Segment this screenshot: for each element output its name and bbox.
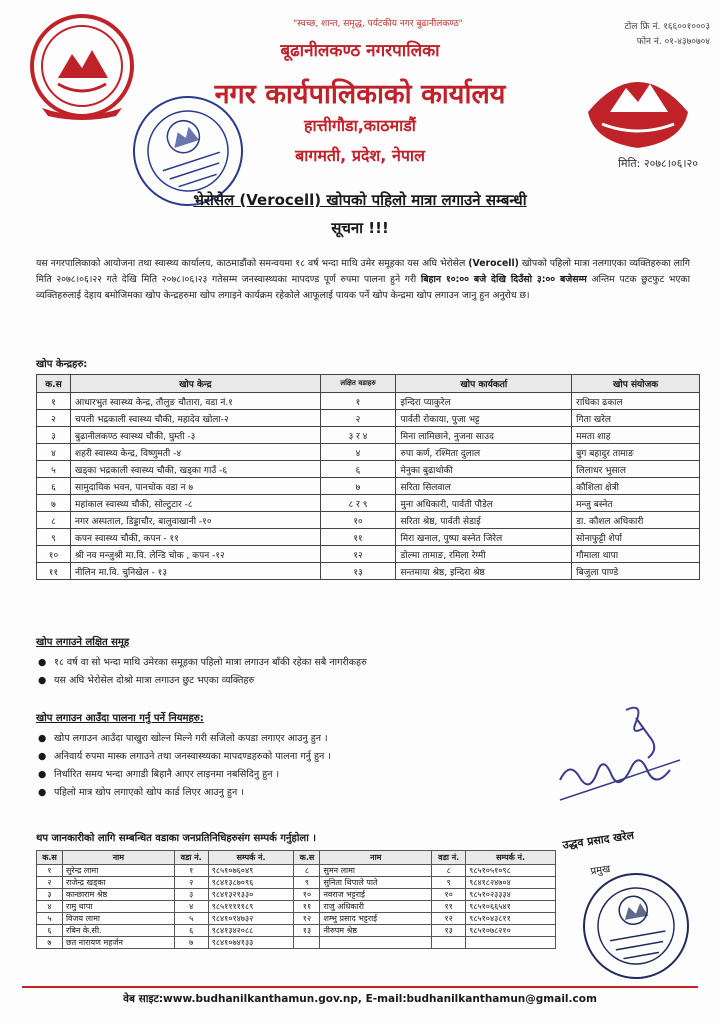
table-row xyxy=(37,495,700,512)
table-cell xyxy=(294,937,320,949)
table-cell xyxy=(320,937,432,949)
table-cell: ५ xyxy=(37,913,63,925)
table-cell: सोनाफुट्टी शेर्पा xyxy=(572,529,700,546)
table-cell: ७ xyxy=(37,937,63,949)
signature xyxy=(540,700,700,830)
table-cell: इन्दिरा प्याकुरेल xyxy=(396,393,572,410)
column-header: क.स xyxy=(37,375,71,393)
column-header: लक्षित वडाहरु xyxy=(320,375,396,393)
list-item-text: निर्धारित समय भन्दा अगाडी बिहानै आएर लाइनमा नबसिदिनु हुन । xyxy=(54,769,280,780)
rules-list xyxy=(36,730,556,802)
table-row xyxy=(37,546,700,563)
column-header: खोप संयोजक xyxy=(572,375,700,393)
table-cell: ९ xyxy=(432,877,466,889)
table-row xyxy=(37,913,556,925)
table-cell: लिलाधर भुसाल xyxy=(572,461,700,478)
table-cell: १२ xyxy=(294,913,320,925)
table-cell: २ xyxy=(37,877,63,889)
table-cell: ७ xyxy=(174,937,208,949)
contact-info xyxy=(560,20,710,50)
table-cell: राजु अधिकारी xyxy=(320,901,432,913)
toll-free-number: टोल फ्रि नं. १६६००१०००३ xyxy=(624,22,710,32)
table-row xyxy=(37,427,700,444)
office-location: हात्तीगौडा,काठमाडौं xyxy=(304,116,416,135)
table-cell: २ xyxy=(37,410,71,427)
column-header: नाम xyxy=(320,851,432,865)
table-cell: बिजुला पाण्डे xyxy=(572,563,700,580)
paragraph-text: खोपको पहिलो मात्रा नलगाएका व्यक्तिहरुका लागि मिति २०७८।०६।२२ गते देखि मिति २०७८।०६।२३ गतेसम्म जनस्वास्थ्यका मापदण्ड पूर्ण रुपमा पालना हुने गरी xyxy=(36,258,690,285)
table-cell: ९८५१०६६५४१ xyxy=(466,901,556,913)
contacts-title: थप जानकारीको लागि सम्बन्धित वडाका जनप्रतिनिधिहरुसंग सम्पर्क गर्नुहोला । xyxy=(36,833,317,844)
list-item: ● निर्धारित समय भन्दा अगाडी बिहानै आएर लाइनमा नबसिदिनु हुन । xyxy=(38,769,280,780)
table-cell: १३ xyxy=(320,563,396,580)
table-cell: ९८५१०५१०९८ xyxy=(466,865,556,877)
column-header: सम्पर्क नं. xyxy=(466,851,556,865)
paragraph-text: यस नगरपालिकाको आयोजना तथा स्वास्थ्य कार्यालय, काठमाडौंको समन्वयमा १८ वर्ष भन्दा माथि उमेर समूहका यस अघि भेरोसेल xyxy=(36,258,469,269)
table-cell: ८ xyxy=(432,865,466,877)
table-cell: ८ xyxy=(37,512,71,529)
column-header: वडा नं. xyxy=(432,851,466,865)
table-cell: ३ xyxy=(37,889,63,901)
table-cell: पार्वती रोकाया, पुजा भट्ट xyxy=(396,410,572,427)
table-cell: ९८५१०७८२१० xyxy=(466,925,556,937)
paragraph-text: अन्तिम पटक छुटफुट भएका व्यक्तिहरुलाई देहाय बमोजिमका खोप केन्द्रहरुमा खोप लगाइने कार्यक्रम रहेकोले आफूलाई पायक पर्ने खोप केन्द्रमा खोप लगाउन जानु हुन अनुरोध छ। xyxy=(36,274,690,301)
table-cell: ८ xyxy=(294,865,320,877)
municipality-name: बूढानीलकण्ठ नगरपालिका xyxy=(280,41,440,61)
table-cell: १ xyxy=(37,865,63,877)
table-cell: शम्भु प्रसाद भट्टराई xyxy=(320,913,432,925)
table-cell: ११ xyxy=(320,529,396,546)
table-cell: ४ xyxy=(37,901,63,913)
column-header: वडा नं. xyxy=(174,851,208,865)
table-cell: ७ xyxy=(320,478,396,495)
table-cell: १ xyxy=(174,865,208,877)
table-cell: ४ xyxy=(320,444,396,461)
paragraph-bold: बिहान १०:०० बजे देखि दिउँसो ३:०० बजेसम्म xyxy=(420,274,587,285)
list-item: ● पहिलो मात्र खोप लगाएको खोप कार्ड लिएर आउनु हुन । xyxy=(38,787,244,798)
centers-title: खोप केन्द्रहरु: xyxy=(36,359,88,370)
office-name: नगर कार्यपालिकाको कार्यालय xyxy=(214,79,506,110)
table-cell: ९८४१८२४७०४ xyxy=(466,877,556,889)
table-row xyxy=(37,410,700,427)
signatory-title: प्रमुख xyxy=(589,863,612,878)
table-cell: श्री नव मन्जुश्री मा.वि. लेन्डि चोक , कपन -१२ xyxy=(70,546,320,563)
table-cell: शहरी स्वास्थ्य केन्द्र, विष्णुमती -४ xyxy=(70,444,320,461)
table-cell: ६ xyxy=(37,925,63,937)
table-cell: ९८४१०१४७३२ xyxy=(208,913,294,925)
table-cell: सन्तमाया श्रेष्ठ, इन्दिरा श्रेष्ठ xyxy=(396,563,572,580)
table-row xyxy=(37,393,700,410)
table-cell: मन्जु बस्नेत xyxy=(572,495,700,512)
table-cell: १२ xyxy=(320,546,396,563)
table-cell: ६ xyxy=(37,478,71,495)
table-cell: १० xyxy=(37,546,71,563)
ward-contacts-table xyxy=(36,850,556,949)
table-row xyxy=(37,901,556,913)
table-row xyxy=(37,877,556,889)
table-cell: १३ xyxy=(294,925,320,937)
table-cell: ममता शाह xyxy=(572,427,700,444)
table-header-row xyxy=(37,851,556,865)
target-group-title: खोप लगाउने लक्षित समूह xyxy=(36,637,130,648)
table-cell: सरिता सिलवाल xyxy=(396,478,572,495)
footer-divider xyxy=(22,986,698,988)
table-cell: राजेन्द्र खड्का xyxy=(62,877,174,889)
table-cell: ८ र ९ xyxy=(320,495,396,512)
table-cell: कौशिला क्षेत्री xyxy=(572,478,700,495)
phone-number: फोन नं. ०१-४३७०७०४ xyxy=(636,37,710,47)
table-row xyxy=(37,865,556,877)
table-row xyxy=(37,889,556,901)
table-cell: ४ xyxy=(37,444,71,461)
table-cell: ११ xyxy=(294,901,320,913)
table-cell xyxy=(432,937,466,949)
table-cell: १३ xyxy=(432,925,466,937)
column-header: क.स xyxy=(37,851,63,865)
table-row xyxy=(37,444,700,461)
rules-title: खोप लगाउन आउँदा पालना गर्नु पर्ने नियमहरु: xyxy=(36,713,204,724)
table-cell: बुग बहादुर तामाङ xyxy=(572,444,700,461)
table-cell: ११ xyxy=(432,901,466,913)
table-cell: मिरा खनाल, पुष्पा बस्नेत जिरेल xyxy=(396,529,572,546)
table-cell: १२ xyxy=(432,913,466,925)
table-cell: १ xyxy=(37,393,71,410)
table-cell: १ xyxy=(320,393,396,410)
list-item: ● अनिवार्य रुपमा मास्क लगाउने तथा जनस्वास्थ्यका मापदण्डहरुको पालना गर्नु हुन । xyxy=(38,751,331,762)
table-cell: ९८५१०७६०४९ xyxy=(208,865,294,877)
footer-contact: वेब साइट:www.budhanilkanthamun.gov.np, E-mail:budhanilkanthamun@gmail.com xyxy=(123,993,597,1005)
target-group-list xyxy=(36,654,556,690)
list-item-text: पहिलो मात्र खोप लगाएको खोप कार्ड लिएर आउनु हुन । xyxy=(54,787,244,798)
table-cell: छत नारायण महर्जन xyxy=(62,937,174,949)
list-item: ● खोप लगाउन आउँदा पाखुरा खोल्न मिल्ने गरी सजिलो कपडा लगाएर आउनु हुन । xyxy=(38,733,328,744)
motto: "स्वच्छ, शान्त, समृद्ध, पर्यटकीय नगर बुढानीलकण्ठ" xyxy=(293,19,463,29)
list-item: ● यस अघि भेरोसेल दोश्रो मात्रा लगाउन छुट भएका व्यक्तिहरु xyxy=(38,675,255,686)
table-cell: डा. कौशल अधिकारी xyxy=(572,512,700,529)
table-cell: ९८४१३२१३३० xyxy=(208,889,294,901)
table-cell: ५ xyxy=(37,461,71,478)
signatory-name: उद्धव प्रसाद खरेल xyxy=(561,828,635,852)
table-cell: ९८५१०४३८११ xyxy=(466,913,556,925)
table-cell: ७ xyxy=(37,495,71,512)
table-row xyxy=(37,461,700,478)
list-item-text: १८ वर्ष वा सो भन्दा माथि उमेरका समूहका पहिलो मात्रा लगाउन बाँकी रहेका सबै नागरीकहरु xyxy=(54,657,367,668)
table-cell: आधारभुत स्वास्थ्य केन्द्र, तौलुङ चौतारा, वडा नं.१ xyxy=(70,393,320,410)
table-cell: मुना अधिकारी, पार्वती पौडेल xyxy=(396,495,572,512)
table-cell xyxy=(466,937,556,949)
notice-date: मिति: २०७८।०६।२० xyxy=(618,157,698,170)
table-cell: ९८४१३८७०९६ xyxy=(208,877,294,889)
table-cell: गौमाला थापा xyxy=(572,546,700,563)
table-cell: १० xyxy=(294,889,320,901)
vaccination-centers-table xyxy=(36,374,700,580)
table-cell: ३ xyxy=(174,889,208,901)
list-item-text: यस अघि भेरोसेल दोश्रो मात्रा लगाउन छुट भएका व्यक्तिहरु xyxy=(54,675,255,686)
table-cell: डोल्मा तामाङ, रमिला रेग्मी xyxy=(396,546,572,563)
table-cell: २ xyxy=(174,877,208,889)
column-header: क.स xyxy=(294,851,320,865)
table-cell: रुपा कर्ण, रश्मिता दुलाल xyxy=(396,444,572,461)
table-cell: मेनुका बुढाथोकी xyxy=(396,461,572,478)
table-cell: सरिता श्रेष्ठ, पार्वती सेडाई xyxy=(396,512,572,529)
table-cell: ९८४१०७४१३३ xyxy=(208,937,294,949)
table-cell: नगर अस्पताल, डिड्डाचौर, बालुवाखानी -१० xyxy=(70,512,320,529)
government-emblem-logo xyxy=(582,62,694,152)
table-cell: ९८५१११११८९ xyxy=(208,901,294,913)
table-cell: विजय लामा xyxy=(62,913,174,925)
table-cell: ३ र ४ xyxy=(320,427,396,444)
table-cell: नीलिन मा.वि. चुनिखेल - १३ xyxy=(70,563,320,580)
list-item-text: खोप लगाउन आउँदा पाखुरा खोल्न मिल्ने गरी सजिलो कपडा लगाएर आउनु हुन । xyxy=(54,733,328,744)
table-cell: महांकाल स्वास्थ्य चौकी, सोल्टुटार -८ xyxy=(70,495,320,512)
table-cell: चपली भद्रकाली स्वास्थ्य चौकी, महादेव खोला-२ xyxy=(70,410,320,427)
table-cell: रबिन के.सी. xyxy=(62,925,174,937)
table-cell: ९८५१०२३३३४ xyxy=(466,889,556,901)
municipality-emblem-logo xyxy=(28,12,136,120)
table-header-row xyxy=(37,375,700,393)
table-cell: १० xyxy=(320,512,396,529)
column-header: खोप कार्यकर्ता xyxy=(396,375,572,393)
table-cell: ९ xyxy=(294,877,320,889)
table-cell: ६ xyxy=(174,925,208,937)
table-cell: ४ xyxy=(174,901,208,913)
notice-paragraph xyxy=(36,256,690,304)
table-row xyxy=(37,529,700,546)
paragraph-bold: (Verocell) xyxy=(468,258,519,269)
column-header: नाम xyxy=(62,851,174,865)
list-item-text: अनिवार्य रुपमा मास्क लगाउने तथा जनस्वास्थ्यका मापदण्डहरुको पालना गर्नु हुन । xyxy=(54,751,331,762)
table-cell: ५ xyxy=(174,913,208,925)
column-header: खोप केन्द्र xyxy=(70,375,320,393)
office-seal-stamp xyxy=(571,861,701,991)
table-cell: ९ xyxy=(37,529,71,546)
table-row xyxy=(37,937,556,949)
table-cell: कान्छाराम श्रेष्ठ xyxy=(62,889,174,901)
table-cell: मिना लामिछाने, नुजना साउद xyxy=(396,427,572,444)
table-cell: सामुदायिक भवन, पानचोक वडा न ७ xyxy=(70,478,320,495)
table-cell: नवराज भट्टराई xyxy=(320,889,432,901)
table-cell: ६ xyxy=(320,461,396,478)
table-row xyxy=(37,925,556,937)
table-cell: ९८४१३४२०८८ xyxy=(208,925,294,937)
table-row xyxy=(37,512,700,529)
notice-subject: भेरोसेल (Verocell) खोपको पहिलो मात्रा लगाउने सम्बन्धी xyxy=(193,191,527,209)
column-header: सम्पर्क नं. xyxy=(208,851,294,865)
table-cell: कपन स्वास्थ्य चौकी, कपन - ११ xyxy=(70,529,320,546)
table-cell: १० xyxy=(432,889,466,901)
office-province: बागमती, प्रदेश, नेपाल xyxy=(295,146,425,165)
table-cell: २ xyxy=(320,410,396,427)
table-cell: रामु थापा xyxy=(62,901,174,913)
table-cell: सुरेन्द्र लामा xyxy=(62,865,174,877)
table-cell: खड्का भद्रकाली स्वास्थ्य चौकी, खड्का गाउँ -६ xyxy=(70,461,320,478)
table-row xyxy=(37,478,700,495)
table-cell: ११ xyxy=(37,563,71,580)
table-cell: सुमन लामा xyxy=(320,865,432,877)
table-cell: सुनिता थिपाले पाते xyxy=(320,877,432,889)
table-cell: गिता खरेल xyxy=(572,410,700,427)
table-cell: ३ xyxy=(37,427,71,444)
table-cell: बुढानीलकण्ठ स्वास्थ्य चौकी, घुम्ती -३ xyxy=(70,427,320,444)
table-cell: राधिका ढकाल xyxy=(572,393,700,410)
list-item: ● १८ वर्ष वा सो भन्दा माथि उमेरका समूहका पहिलो मात्रा लगाउन बाँकी रहेका सबै नागरीकहरु xyxy=(38,657,367,668)
table-cell: नीरुपम श्रेष्ठ xyxy=(320,925,432,937)
table-row xyxy=(37,563,700,580)
notice-heading: सूचना !!! xyxy=(331,219,389,237)
